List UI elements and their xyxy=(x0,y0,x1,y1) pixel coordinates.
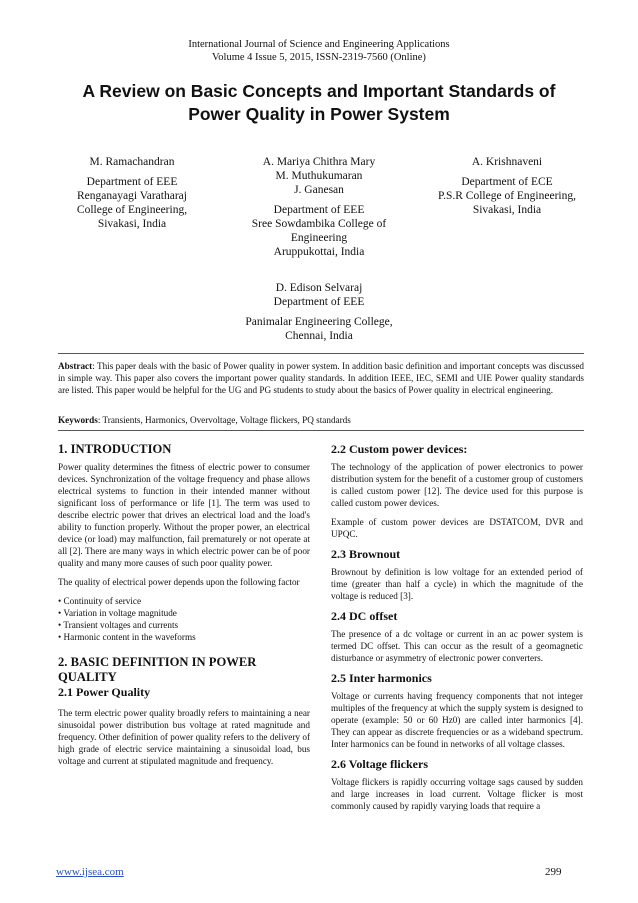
keywords-label: Keywords xyxy=(58,415,98,425)
left-column xyxy=(58,442,310,767)
top-divider xyxy=(58,353,584,354)
paragraph: Voltage flickers is rapidly occurring voltage sags caused by sudden and large increases in load current. Voltage flicker is most commonly caused by rapidly varying loads that require a xyxy=(331,777,583,811)
list-item: • Harmonic content in the waveforms xyxy=(58,632,196,642)
author-location: Sivakasi, India xyxy=(97,218,167,230)
author-name: A. Mariya Chithra Mary xyxy=(262,156,376,168)
author-affil: Sree Sowdambika College of xyxy=(251,218,387,230)
abstract-text: : This paper deals with the basic of Power quality in power system. In addition basic definition and important concepts was discussed in simple way. This paper also covers the important power quality standards. In addition IEEE, IEC, SEMI and UIE Power quality standards are listed. This paper would be helpful for the UG and PG students to study about the basics of Power quality in electrical engineering. xyxy=(58,361,584,395)
author-affil: Panimalar Engineering College, xyxy=(245,316,393,328)
section-heading: 1. INTRODUCTION xyxy=(58,442,172,456)
footer-link[interactable]: www.ijsea.com xyxy=(56,866,124,878)
paragraph: The presence of a dc voltage or current in an ac power system is termed DC offset. This can occur as the result of a geomagnetic disturbance or asymmetry of electronic power converters. xyxy=(331,629,583,663)
author-dept: Department of ECE xyxy=(461,176,553,188)
paragraph: Example of custom power devices are DSTATCOM, DVR and UPQC. xyxy=(331,517,583,539)
subsection-heading: 2.1 Power Quality xyxy=(58,685,151,699)
journal-volume: Volume 4 Issue 5, 2015, ISSN-2319-7560 (Online) xyxy=(212,52,426,63)
subsection-heading: 2.5 Inter harmonics xyxy=(331,671,432,685)
paragraph: Brownout by definition is low voltage for an extended period of time (greater than half a cycle) in which the magnitude of the voltage is reduced [3]. xyxy=(331,567,583,601)
subsection-heading: 2.6 Voltage flickers xyxy=(331,757,428,771)
right-column xyxy=(331,442,583,812)
author-location: Chennai, India xyxy=(285,330,353,342)
paragraph: Voltage or currents having frequency components that not integer multiples of the frequency at which the supply system is designed to operate (example: 50 or 60 Hz0) are called inter harmonics [4]. They can appear as discrete frequencies or as a wideband spectrum. Inter harmonics can be found in networks of all voltage classes. xyxy=(331,691,583,749)
author-affil: P.S.R College of Engineering, xyxy=(438,190,576,202)
page-number: 299 xyxy=(545,866,562,878)
author-name: M. Muthukumaran xyxy=(275,170,363,182)
paragraph: The quality of electrical power depends upon the following factor xyxy=(58,577,300,587)
author-block-3 xyxy=(426,155,588,217)
author-affil: Engineering xyxy=(290,232,348,244)
keywords xyxy=(58,414,584,426)
bottom-divider xyxy=(58,430,584,431)
author-location: Sivakasi, India xyxy=(472,204,542,216)
title-line-2: Power Quality in Power System xyxy=(188,104,450,124)
abstract-label: Abstract xyxy=(58,361,93,371)
paragraph: Power quality determines the fitness of electric power to consumer devices. Synchronization of the voltage frequency and phase allows electrical systems to function in their intended manner without significant loss of performance or life [1]. The term was used to describe electric power that drives an electrical load and the load's ability to function properly. Without the proper power, an electrical device (or load) may malfunction, fail prematurely or not operate at all [2]. There are many ways in which electric power can be of poor quality and many more causes of such poor quality power. xyxy=(58,462,310,568)
author-location: Aruppukottai, India xyxy=(273,246,365,258)
list-item: • Variation in voltage magnitude xyxy=(58,608,177,618)
author-name: J. Ganesan xyxy=(294,184,344,196)
author-affil: College of Engineering, xyxy=(76,204,188,216)
subsection-heading: 2.3 Brownout xyxy=(331,547,401,561)
abstract xyxy=(58,360,584,396)
section-heading: 2. BASIC DEFINITION IN POWER xyxy=(58,655,257,669)
list-item: • Transient voltages and currents xyxy=(58,620,179,630)
keywords-text: : Transients, Harmonics, Overvoltage, Voltage flickers, PQ standards xyxy=(97,415,351,425)
paragraph: The term electric power quality broadly refers to maintaining a near sinusoidal power distribution bus voltage at rated magnitude and frequency. Other definition of power quality refers to the delivery of high grade of electric service maintaining a sinusoidal load, bus voltage and current at stipulated magnitude and frequency. xyxy=(58,708,310,766)
paper-title xyxy=(40,80,598,126)
author-dept: Department of EEE xyxy=(273,296,365,308)
author-name: D. Edison Selvaraj xyxy=(275,282,363,294)
list-item: • Continuity of service xyxy=(58,596,142,606)
title-line-1: A Review on Basic Concepts and Important Standards of xyxy=(82,81,556,101)
author-name: M. Ramachandran xyxy=(89,156,175,168)
paragraph: The technology of the application of power electronics to power distribution system for the benefit of a customer group of customers is called custom power [12]. The device used for this purpose is called custom power devices. xyxy=(331,462,583,508)
section-heading: QUALITY xyxy=(58,670,117,684)
journal-name: International Journal of Science and Engineering Applications xyxy=(188,39,450,50)
author-block-1 xyxy=(62,155,202,231)
author-dept: Department of EEE xyxy=(86,176,178,188)
subsection-heading: 2.4 DC offset xyxy=(331,609,398,623)
author-affil: Renganayagi Varatharaj xyxy=(77,190,187,202)
author-dept: Department of EEE xyxy=(273,204,365,216)
subsection-heading: 2.2 Custom power devices: xyxy=(331,442,468,456)
author-block-2 xyxy=(236,155,402,259)
author-block-4 xyxy=(236,281,402,343)
author-name: A. Krishnaveni xyxy=(471,156,543,168)
journal-header xyxy=(0,38,638,64)
